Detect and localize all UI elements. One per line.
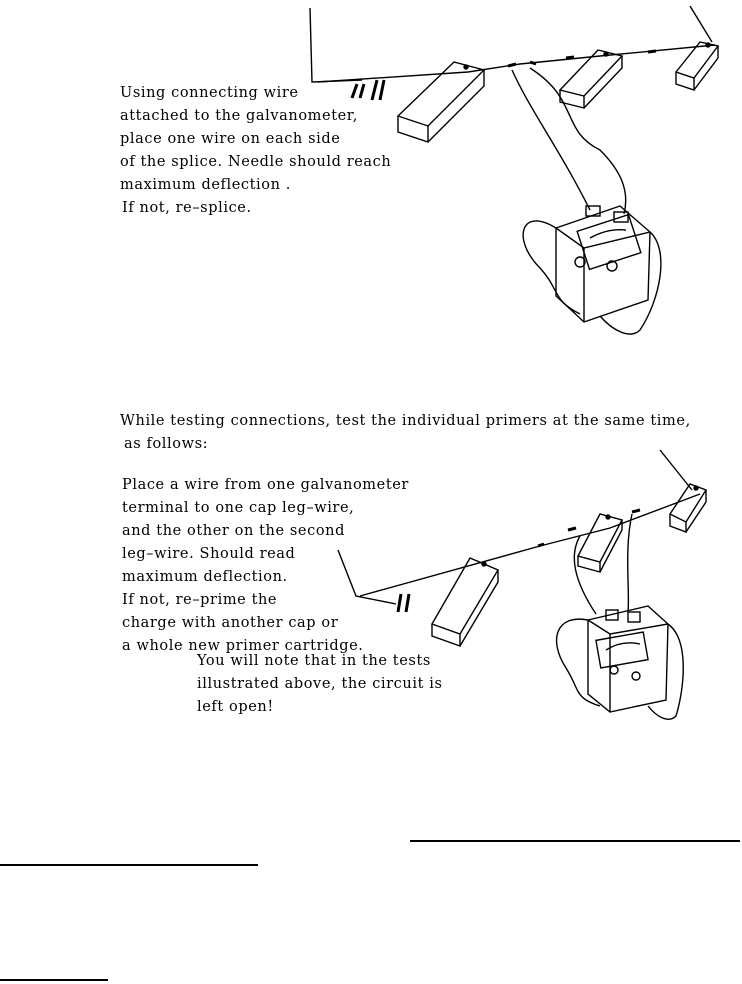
text-line: Using connecting wire bbox=[120, 85, 299, 101]
text-line: You will note that in the tests bbox=[197, 653, 431, 669]
text-line: place one wire on each side bbox=[120, 131, 341, 147]
horizontal-rule bbox=[410, 840, 740, 842]
text-line: and the other on the second bbox=[122, 523, 345, 539]
galvanometer-top bbox=[523, 206, 661, 334]
text-line: Place a wire from one galvanometer bbox=[122, 477, 409, 493]
text-line: maximum deflection . bbox=[120, 177, 291, 193]
primer-box-1 bbox=[398, 62, 484, 142]
note-paragraph bbox=[197, 650, 443, 719]
primer-box-4 bbox=[432, 558, 498, 646]
splice-marks-bottom bbox=[538, 510, 640, 546]
galvanometer-bottom bbox=[557, 606, 684, 719]
galvanometer-lead-3 bbox=[574, 536, 596, 614]
galvanometer-lead-1 bbox=[512, 70, 590, 210]
text-line: maximum deflection. bbox=[122, 569, 288, 585]
instructions-top bbox=[120, 82, 391, 220]
firing-wire-bottom bbox=[360, 494, 700, 596]
text-line: attached to the galvanometer, bbox=[120, 108, 358, 124]
primer-box-3 bbox=[676, 42, 718, 90]
intro-paragraph bbox=[120, 410, 691, 456]
lead-wire-top-left bbox=[310, 8, 362, 82]
primer-box-6 bbox=[670, 484, 706, 532]
instructions-bottom bbox=[122, 474, 409, 658]
galvanometer-lead-4 bbox=[628, 514, 632, 612]
lead-wire-bottom-right bbox=[660, 450, 692, 490]
text-line: illustrated above, the circuit is bbox=[197, 676, 443, 692]
text-line: a whole new primer cartridge. bbox=[122, 638, 364, 654]
text-line: as follows: bbox=[124, 436, 209, 452]
galvanometer-lead-2 bbox=[530, 68, 626, 214]
lead-wire-top-right bbox=[690, 6, 712, 42]
text-line: charge with another cap or bbox=[122, 615, 339, 631]
text-line: terminal to one cap leg–wire, bbox=[122, 500, 355, 516]
text-line: left open! bbox=[197, 699, 274, 715]
text-line: If not, re–prime the bbox=[122, 592, 278, 608]
horizontal-rule bbox=[0, 864, 258, 866]
text-line: While testing connections, test the individual primers at the same time, bbox=[120, 413, 691, 429]
horizontal-rule bbox=[0, 979, 108, 981]
text-line: of the splice. Needle should reach bbox=[120, 154, 392, 170]
text-line: leg–wire. Should read bbox=[122, 546, 296, 562]
text-line: If not, re–splice. bbox=[122, 200, 252, 216]
primer-box-5 bbox=[578, 514, 622, 572]
